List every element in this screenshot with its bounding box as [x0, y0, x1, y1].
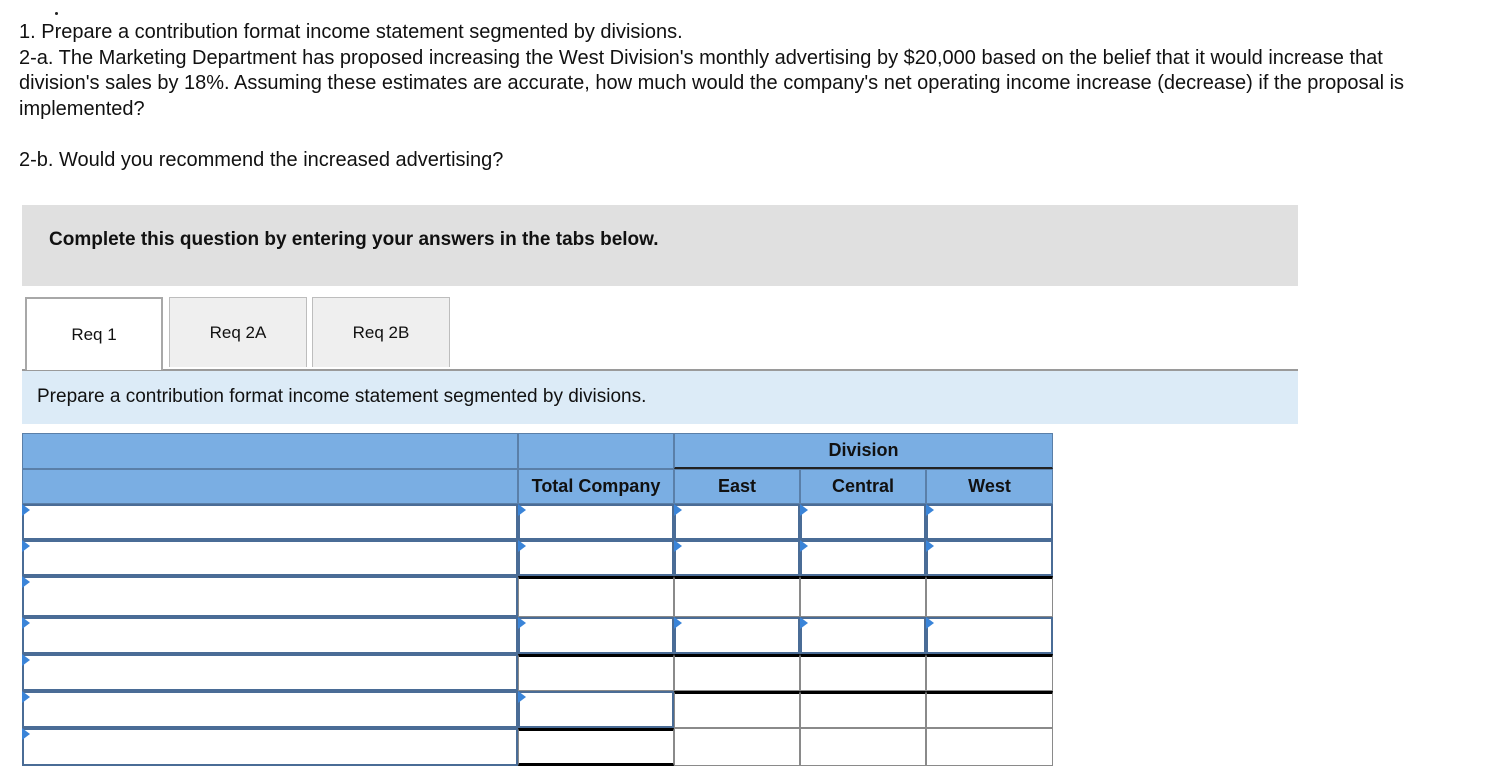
- row-1-total-input[interactable]: [518, 504, 674, 540]
- row-7-label-input[interactable]: [22, 728, 518, 766]
- row-7-west-cell: [926, 728, 1053, 766]
- row-3-label-input[interactable]: [22, 576, 518, 617]
- row-1-label-input[interactable]: [22, 504, 518, 540]
- row-6-label-input[interactable]: [22, 691, 518, 728]
- row-1-central-input[interactable]: [800, 504, 926, 540]
- header-total-company: Total Company: [518, 469, 674, 504]
- row-4-label-input[interactable]: [22, 617, 518, 654]
- header-east: East: [674, 469, 800, 504]
- row-4-central-input[interactable]: [800, 617, 926, 654]
- decorative-dot: [55, 12, 58, 15]
- header-central: Central: [800, 469, 926, 504]
- row-5-central-cell: [800, 654, 926, 691]
- row-6-east-cell: [674, 691, 800, 728]
- row-5-label-input[interactable]: [22, 654, 518, 691]
- row-7-east-cell: [674, 728, 800, 766]
- row-5-total-cell: [518, 654, 674, 691]
- row-2-east-input[interactable]: [674, 540, 800, 576]
- row-2-central-input[interactable]: [800, 540, 926, 576]
- header-division: Division: [674, 433, 1053, 469]
- header-total-blank: [518, 433, 674, 469]
- row-5-west-cell: [926, 654, 1053, 691]
- row-7-total-cell: [518, 728, 674, 766]
- banner-text: Complete this question by entering your answers in the tabs below.: [49, 229, 659, 250]
- row-2-label-input[interactable]: [22, 540, 518, 576]
- row-2-total-input[interactable]: [518, 540, 674, 576]
- header-label-col: [22, 469, 518, 504]
- tab-req-1[interactable]: Req 1: [25, 297, 163, 370]
- tab-req-2b[interactable]: Req 2B: [312, 297, 450, 367]
- row-1-west-input[interactable]: [926, 504, 1053, 540]
- header-west: West: [926, 469, 1053, 504]
- question-part-2b: 2-b. Would you recommend the increased advertising?: [19, 149, 504, 171]
- row-3-east-cell: [674, 576, 800, 617]
- row-4-east-input[interactable]: [674, 617, 800, 654]
- question-part-1: 1. Prepare a contribution format income statement segmented by divisions.: [19, 21, 683, 43]
- row-2-west-input[interactable]: [926, 540, 1053, 576]
- row-4-total-input[interactable]: [518, 617, 674, 654]
- question-text: [19, 20, 1459, 174]
- row-6-total-input[interactable]: [518, 691, 674, 728]
- question-part-2a: 2-a. The Marketing Department has proposed increasing the West Division's monthly advertising by $20,000 based on the belief that it would increase that division's sales by 18%. Assuming these estimates are accurate, how much would the company's net operating income increase (decrease) if the proposal is implemented?: [19, 46, 1405, 120]
- header-label-blank: [22, 433, 518, 469]
- tab-bar: [22, 297, 1298, 371]
- instruction-text: Prepare a contribution format income statement segmented by divisions.: [37, 386, 647, 407]
- row-3-central-cell: [800, 576, 926, 617]
- row-3-west-cell: [926, 576, 1053, 617]
- row-6-central-cell: [800, 691, 926, 728]
- row-5-east-cell: [674, 654, 800, 691]
- row-1-east-input[interactable]: [674, 504, 800, 540]
- tab-instruction: [22, 371, 1298, 424]
- row-7-central-cell: [800, 728, 926, 766]
- instructions-banner: [22, 205, 1298, 286]
- row-3-total-cell: [518, 576, 674, 617]
- tab-req-2a[interactable]: Req 2A: [169, 297, 307, 367]
- row-4-west-input[interactable]: [926, 617, 1053, 654]
- income-statement-table: [22, 433, 1053, 766]
- row-6-west-cell: [926, 691, 1053, 728]
